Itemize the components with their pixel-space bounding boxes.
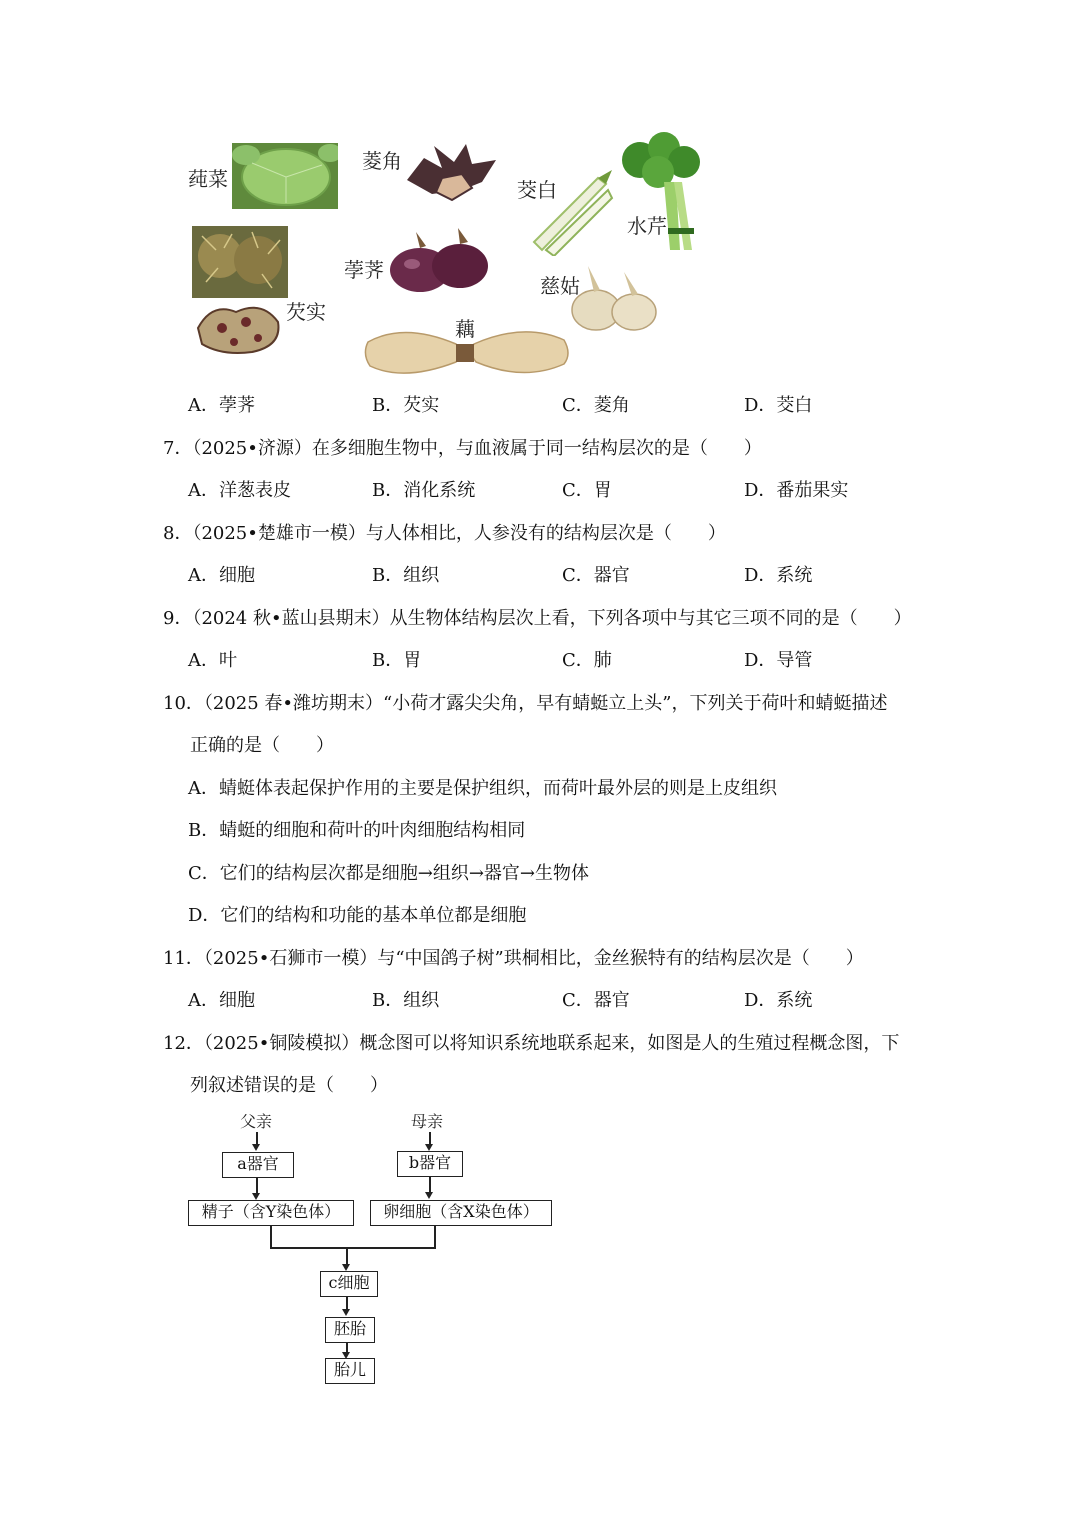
connector <box>434 1226 436 1248</box>
connector <box>270 1226 272 1248</box>
biqi-image <box>386 226 492 296</box>
label-chuncai: 莼菜 <box>188 167 228 191</box>
q8-stem: 8．（2025•楚雄市一模）与人体相比，人参没有的结构层次是（ ） <box>163 523 726 544</box>
chuncai-image <box>232 143 338 209</box>
q10-option-a[interactable]: A．蜻蜓体表起保护作用的主要是保护组织，而荷叶最外层的则是上皮组织 <box>188 778 777 799</box>
q11-option-b[interactable]: B．组织 <box>372 990 440 1011</box>
q9-stem: 9．（2024 秋•蓝山县期末）从生物体结构层次上看，下列各项中与其它三项不同的是（ ） <box>163 608 912 629</box>
q8-option-c[interactable]: C．器官 <box>562 565 630 586</box>
connector <box>429 1177 431 1192</box>
label-cigu: 慈姑 <box>540 274 580 298</box>
organ-b-box: b器官 <box>397 1151 463 1177</box>
sperm-box: 精子（含Y染色体） <box>188 1200 354 1226</box>
arrow-down <box>252 1144 260 1151</box>
q9-option-b[interactable]: B．胃 <box>372 650 422 671</box>
fetus-box: 胎儿 <box>325 1358 375 1384</box>
ou-image <box>364 322 570 382</box>
q6-option-d[interactable]: D．茭白 <box>744 395 813 416</box>
label-qianshi: 芡实 <box>286 300 326 324</box>
q8-option-a[interactable]: A．细胞 <box>188 565 255 586</box>
q12-stem-line2: 列叙述错误的是（ ） <box>190 1075 388 1096</box>
cell-c-box: c细胞 <box>320 1271 378 1297</box>
q6-option-a[interactable]: A．荸荠 <box>188 395 255 416</box>
q10-option-c[interactable]: C．它们的结构层次都是细胞→组织→器官→生物体 <box>188 863 590 884</box>
q10-stem-line1: 10．（2025 春•潍坊期末）“小荷才露尖尖角，早有蜻蜓立上头”，下列关于荷叶和蜻蜓描述 <box>163 693 888 714</box>
q10-option-d[interactable]: D．它们的结构和功能的基本单位都是细胞 <box>188 905 527 926</box>
label-ou: 藕 <box>455 317 475 341</box>
qianshi-image-top <box>192 226 288 298</box>
arrow-down <box>425 1144 433 1151</box>
q11-option-d[interactable]: D．系统 <box>744 990 813 1011</box>
connector <box>429 1132 431 1144</box>
q8-option-d[interactable]: D．系统 <box>744 565 813 586</box>
q9-option-d[interactable]: D．导管 <box>744 650 813 671</box>
connector <box>270 1247 436 1249</box>
q7-stem: 7．（2025•济源）在多细胞生物中，与血液属于同一结构层次的是（ ） <box>163 438 762 459</box>
q8-option-b[interactable]: B．组织 <box>372 565 440 586</box>
q9-option-c[interactable]: C．肺 <box>562 650 612 671</box>
embryo-box: 胚胎 <box>325 1317 375 1343</box>
connector <box>346 1343 348 1352</box>
connector <box>346 1247 348 1264</box>
q11-option-c[interactable]: C．器官 <box>562 990 630 1011</box>
label-shuiqin: 水芹 <box>627 214 667 238</box>
q6-option-c[interactable]: C．菱角 <box>562 395 630 416</box>
egg-box: 卵细胞（含X染色体） <box>370 1200 552 1226</box>
connector <box>346 1297 348 1309</box>
q7-option-a[interactable]: A．洋葱表皮 <box>188 480 291 501</box>
q7-option-d[interactable]: D．番茄果实 <box>744 480 849 501</box>
q7-option-b[interactable]: B．消化系统 <box>372 480 476 501</box>
qianshi-image-bottom <box>192 298 284 356</box>
label-biqi: 荸荠 <box>344 258 384 282</box>
lingjiao-image <box>402 140 500 206</box>
q11-option-a[interactable]: A．细胞 <box>188 990 255 1011</box>
arrow-down <box>252 1193 260 1200</box>
jiaobai-image <box>528 170 614 256</box>
label-father: 父亲 <box>240 1112 273 1131</box>
label-jiaobai: 茭白 <box>517 178 557 202</box>
connector <box>256 1178 258 1193</box>
q12-stem-line1: 12．（2025•铜陵模拟）概念图可以将知识系统地联系起来，如图是人的生殖过程概念图，下 <box>163 1033 900 1054</box>
q6-option-b[interactable]: B．芡实 <box>372 395 440 416</box>
connector <box>256 1132 258 1144</box>
arrow-down <box>342 1309 350 1316</box>
organ-a-box: a器官 <box>222 1152 294 1178</box>
cigu-image <box>566 262 662 334</box>
arrow-down <box>425 1192 433 1199</box>
q10-stem-line2: 正确的是（ ） <box>190 735 334 756</box>
q9-option-a[interactable]: A．叶 <box>188 650 237 671</box>
q7-option-c[interactable]: C．胃 <box>562 480 612 501</box>
label-lingjiao: 菱角 <box>362 149 402 173</box>
q11-stem: 11．（2025•石狮市一模）与“中国鸽子树”珙桐相比，金丝猴特有的结构层次是（ ） <box>163 948 864 969</box>
q10-option-b[interactable]: B．蜻蜓的细胞和荷叶的叶肉细胞结构相同 <box>188 820 526 841</box>
label-mother: 母亲 <box>411 1112 444 1131</box>
arrow-down <box>342 1264 350 1271</box>
